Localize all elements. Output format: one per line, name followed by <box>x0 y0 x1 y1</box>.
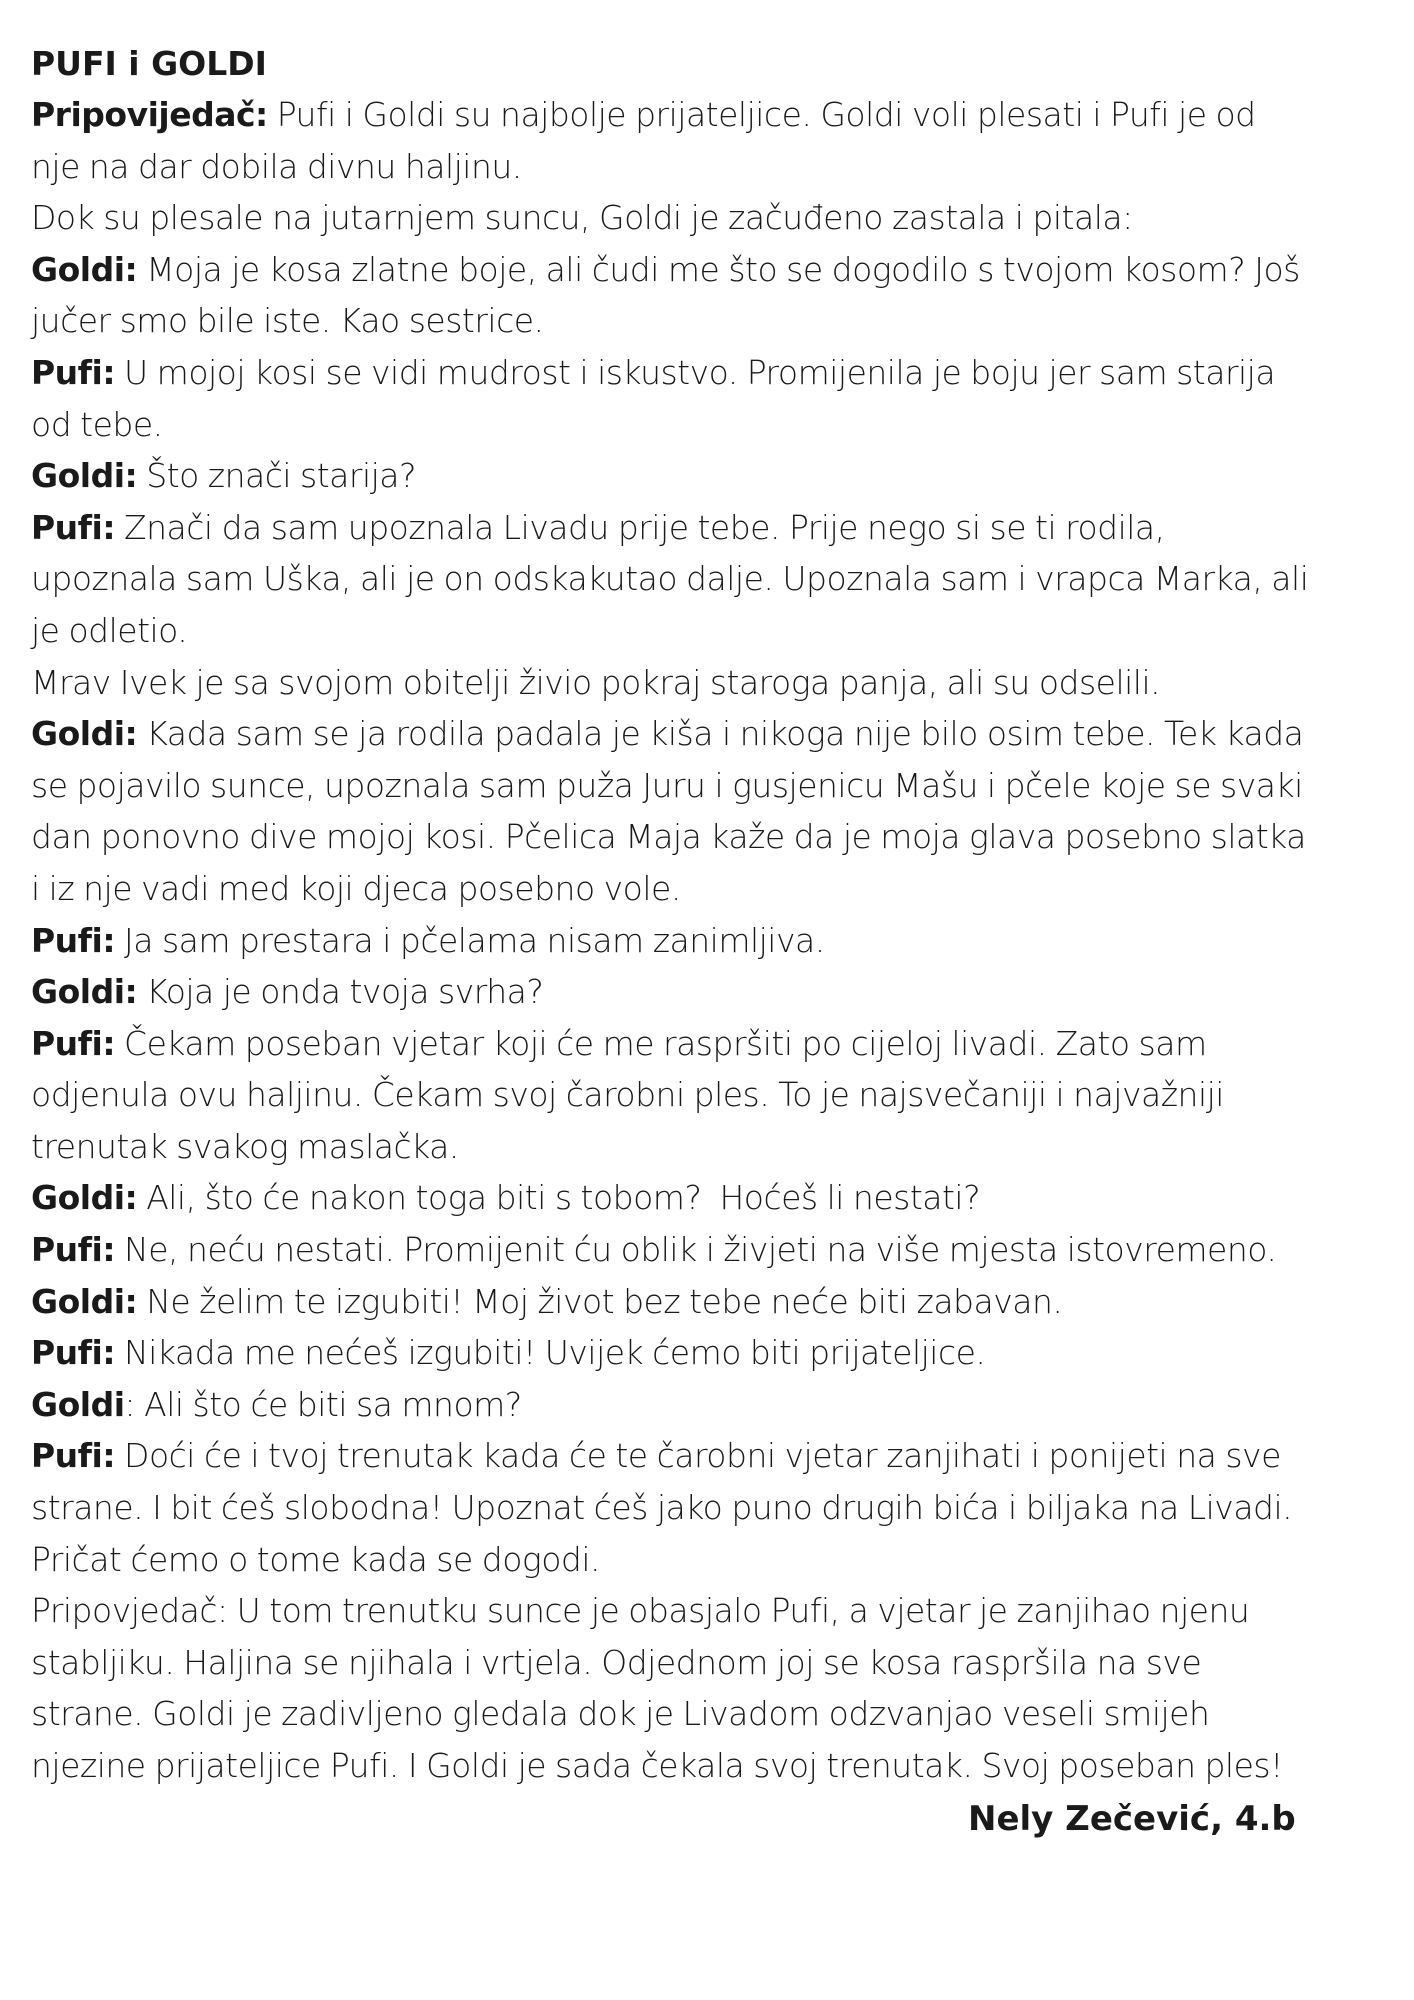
line-text: Ali, što će nakon toga biti s tobom? Hoćeš li nestati? <box>137 1178 981 1218</box>
line-text: Što znači starija? <box>137 456 417 496</box>
text-line <box>31 605 1374 657</box>
speaker-label: Pufi: <box>31 507 116 547</box>
speaker-label: Pufi: <box>31 1333 116 1373</box>
line-text: Pripovjedač: U tom trenutku sunce je obasjalo Pufi, a vjetar je zanjihao njenu <box>31 1591 1250 1631</box>
text-line <box>31 915 1374 967</box>
text-line <box>31 708 1374 760</box>
speaker-label: Goldi: <box>31 249 138 289</box>
line-text: i iz nje vadi med koji djeca posebno vole. <box>31 868 681 908</box>
text-line <box>31 1585 1374 1637</box>
speaker-label: Goldi: <box>31 456 138 496</box>
line-text: U mojoj kosi se vidi mudrost i iskustvo. Promijenila je boju jer sam starija <box>115 352 1276 392</box>
document-title: PUFI i GOLDI <box>31 44 267 83</box>
text-line <box>31 1688 1374 1740</box>
speaker-label: Pripovijedač: <box>31 95 268 134</box>
line-text: Kada sam se ja rodila padala je kiša i nikoga nije bilo osim tebe. Tek kada <box>137 714 1304 754</box>
line-text: se pojavilo sunce, upoznala sam puža Juru i gusjenicu Mašu i pčele koje se svaki <box>31 765 1303 805</box>
line-text: Nikada me nećeš izgubiti! Uvijek ćemo biti prijateljice. <box>115 1333 986 1373</box>
line-text: Ne želim te izgubiti! Moj život bez tebe neće biti zabavan. <box>137 1281 1063 1321</box>
line-text: Ne, neću nestati. Promijenit ću oblik i živjeti na više mjesta istovremeno. <box>115 1230 1277 1270</box>
speaker-label: Pufi: <box>31 1023 116 1063</box>
line-text: strane. I bit ćeš slobodna! Upoznat ćeš jako puno drugih bića i biljaka na Livadi. <box>31 1488 1293 1528</box>
speaker-label: Goldi: <box>31 714 138 754</box>
text-line <box>31 295 1374 347</box>
line-text: njezine prijateljice Pufi. I Goldi je sada čekala svoj trenutak. Svoj poseban ples! <box>31 1746 1283 1785</box>
line-text: stabljiku. Haljina se njihala i vrtjela. Odjednom joj se kosa raspršila na sve <box>31 1642 1202 1682</box>
text-line <box>31 863 1374 915</box>
line-text: Čekam poseban vjetar koji će me raspršiti po cijeloj livadi. Zato sam <box>115 1023 1207 1063</box>
line-text: Ja sam prestara i pčelama nisam zanimljiva. <box>115 920 825 960</box>
text-line <box>31 1534 1374 1586</box>
text-line <box>31 1327 1374 1379</box>
text-line <box>31 450 1374 502</box>
line-text: Pufi i Goldi su najbolje prijateljice. Goldi voli plesati i Pufi je od <box>267 95 1256 134</box>
text-line <box>31 502 1374 554</box>
speaker-label: Pufi: <box>31 352 116 392</box>
line-text: Koja je onda tvoja svrha? <box>137 972 544 1012</box>
speaker-label: Goldi: <box>31 1281 138 1321</box>
text-line <box>31 1121 1374 1173</box>
text-line <box>31 811 1374 863</box>
line-text: nje na dar dobila divnu haljinu. <box>31 146 522 186</box>
text-line <box>31 553 1374 605</box>
line-text: Dok su plesale na jutarnjem suncu, Goldi je začuđeno zastala i pitala: <box>31 198 1133 238</box>
line-text: je odletio. <box>31 610 188 650</box>
line-text: upoznala sam Uška, ali je on odskakutao dalje. Upoznala sam i vrapca Marka, ali <box>31 559 1309 599</box>
text-line <box>31 1069 1374 1121</box>
text-line <box>31 141 1374 193</box>
text-line <box>31 966 1374 1018</box>
author-signature: Nely Zečević, 4.b <box>968 1799 1296 1839</box>
line-text: dan ponovno dive mojoj kosi. Pčelica Maja kaže da je moja glava posebno slatka <box>31 817 1306 857</box>
text-line <box>31 1224 1374 1276</box>
line-text: Znači da sam upoznala Livadu prije tebe. Prije nego si se ti rodila, <box>115 507 1165 547</box>
text-line <box>31 1276 1374 1328</box>
story-text <box>31 89 1374 1792</box>
speaker-label: Goldi: <box>31 1178 138 1218</box>
text-line <box>31 1018 1374 1070</box>
text-line <box>31 1172 1374 1224</box>
line-text: Pričat ćemo o tome kada se dogodi. <box>31 1539 601 1579</box>
line-text: jučer smo bile iste. Kao sestrice. <box>31 301 544 341</box>
text-line <box>31 760 1374 812</box>
text-line <box>31 1740 1374 1792</box>
text-line <box>31 1482 1374 1534</box>
text-line <box>31 244 1374 296</box>
text-line <box>31 657 1374 709</box>
text-line <box>31 1637 1374 1689</box>
line-text: : Ali što će biti sa mnom? <box>124 1384 522 1424</box>
text-line <box>31 347 1374 399</box>
speaker-label: Goldi: <box>31 972 138 1012</box>
speaker-label: Pufi: <box>31 1230 116 1270</box>
line-text: trenutak svakog maslačka. <box>31 1126 459 1166</box>
speaker-label: Goldi <box>31 1384 125 1424</box>
text-line <box>31 399 1374 451</box>
line-text: Doći će i tvoj trenutak kada će te čarobni vjetar zanjihati i ponijeti na sve <box>115 1436 1281 1476</box>
speaker-label: Pufi: <box>31 920 116 960</box>
text-line <box>31 89 1374 141</box>
line-text: od tebe. <box>31 404 163 444</box>
line-text: Mrav Ivek je sa svojom obitelji živio pokraj staroga panja, ali su odselili. <box>31 662 1161 702</box>
speaker-label: Pufi: <box>31 1436 116 1476</box>
line-text: Moja je kosa zlatne boje, ali čudi me što se dogodilo s tvojom kosom? Još <box>137 249 1300 289</box>
text-line <box>31 192 1374 244</box>
text-line <box>31 1379 1374 1431</box>
text-line <box>31 1430 1374 1482</box>
line-text: strane. Goldi je zadivljeno gledala dok je Livadom odzvanjao veseli smijeh <box>31 1694 1210 1734</box>
line-text: odjenula ovu haljinu. Čekam svoj čarobni ples. To je najsvečaniji i najvažniji <box>31 1075 1224 1115</box>
